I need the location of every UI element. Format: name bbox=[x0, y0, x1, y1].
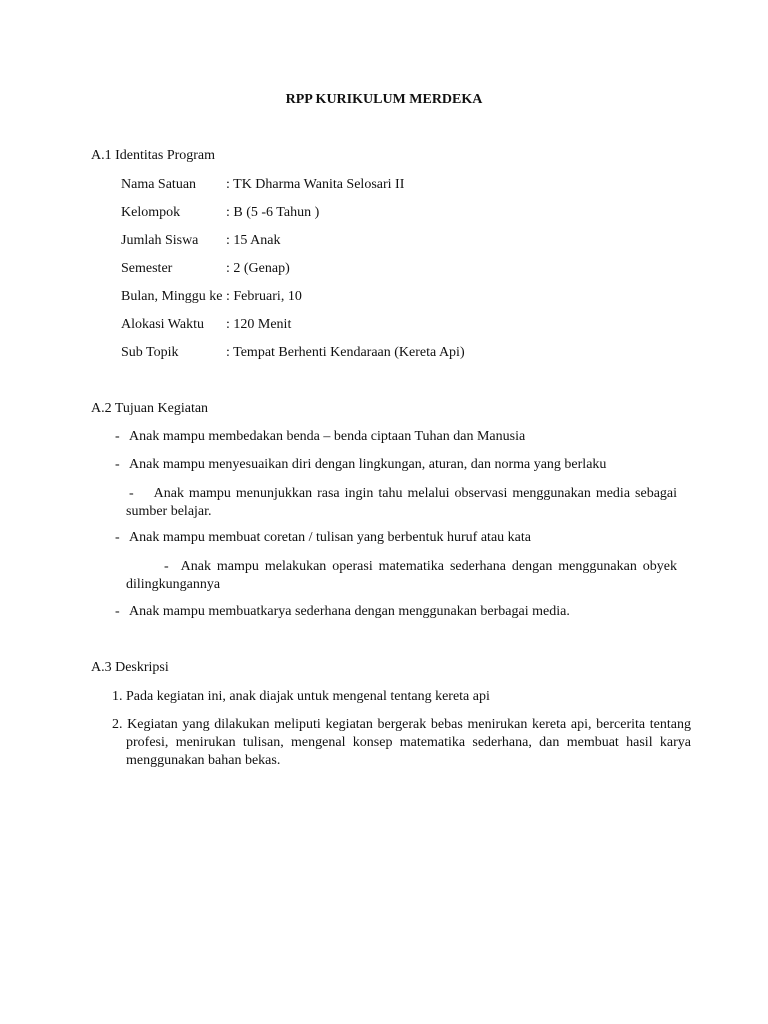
identity-label: Kelompok bbox=[121, 205, 181, 220]
objective-item bbox=[115, 604, 677, 620]
objective-item bbox=[126, 485, 677, 521]
bullet-dash: - bbox=[129, 486, 134, 501]
identity-label: Alokasi Waktu bbox=[121, 317, 204, 332]
bullet-dash: - bbox=[115, 429, 120, 444]
identity-value: : TK Dharma Wanita Selosari II bbox=[226, 177, 405, 192]
bullet-dash: - bbox=[115, 530, 120, 545]
identity-label: Nama Satuan bbox=[121, 177, 197, 192]
description-text: Kegiatan yang dilakukan meliputi kegiatan bergerak bebas menirukan kereta api, bercerita tentang profesi, menirukan tulisan, mengenal konsep matematika sederhana, dan membuat hasil karya menggunakan bahan bekas. bbox=[126, 717, 691, 768]
objective-text: Anak mampu menunjukkan rasa ingin tahu melalui observasi menggunakan media sebagai sumber belajar. bbox=[126, 486, 678, 519]
objective-text: Anak mampu membuat coretan / tulisan yang berbentuk huruf atau kata bbox=[129, 530, 531, 545]
objective-item bbox=[115, 457, 677, 473]
identity-label: Sub Topik bbox=[121, 345, 179, 360]
identity-value: : 2 (Genap) bbox=[226, 261, 290, 276]
description-item bbox=[112, 688, 691, 706]
identity-value: : B (5 -6 Tahun ) bbox=[226, 205, 320, 220]
objective-text: Anak mampu menyesuaikan diri dengan lingkungan, aturan, dan norma yang berlaku bbox=[129, 457, 607, 472]
identity-value: : 15 Anak bbox=[226, 233, 281, 248]
identity-label: Jumlah Siswa bbox=[121, 233, 199, 248]
objective-item bbox=[126, 558, 677, 594]
objective-text: Anak mampu melakukan operasi matematika sederhana dengan menggunakan obyek dilingkungannya bbox=[126, 559, 678, 592]
objective-item bbox=[115, 429, 677, 445]
objective-text: Anak mampu membuatkarya sederhana dengan menggunakan berbagai media. bbox=[129, 604, 570, 619]
identity-label: Semester bbox=[121, 261, 173, 276]
description-item bbox=[112, 716, 691, 770]
bullet-dash: - bbox=[164, 559, 169, 574]
item-number: 1. bbox=[112, 689, 123, 704]
objective-item bbox=[115, 530, 677, 546]
section-heading-tujuan: A.2 Tujuan Kegiatan bbox=[91, 401, 209, 416]
identity-value: : 120 Menit bbox=[226, 317, 292, 332]
description-text: Pada kegiatan ini, anak diajak untuk mengenal tentang kereta api bbox=[126, 689, 490, 704]
identity-value: : Tempat Berhenti Kendaraan (Kereta Api) bbox=[226, 345, 465, 360]
section-heading-identitas: A.1 Identitas Program bbox=[91, 148, 216, 163]
section-heading-deskripsi: A.3 Deskripsi bbox=[91, 660, 169, 675]
bullet-dash: - bbox=[115, 457, 120, 472]
identity-label: Bulan, Minggu ke bbox=[121, 289, 223, 304]
bullet-dash: - bbox=[115, 604, 120, 619]
objective-text: Anak mampu membedakan benda – benda ciptaan Tuhan dan Manusia bbox=[129, 429, 526, 444]
identity-value: : Februari, 10 bbox=[226, 289, 302, 304]
item-number: 2. bbox=[112, 717, 123, 732]
document-title: RPP KURIKULUM MERDEKA bbox=[285, 92, 483, 107]
